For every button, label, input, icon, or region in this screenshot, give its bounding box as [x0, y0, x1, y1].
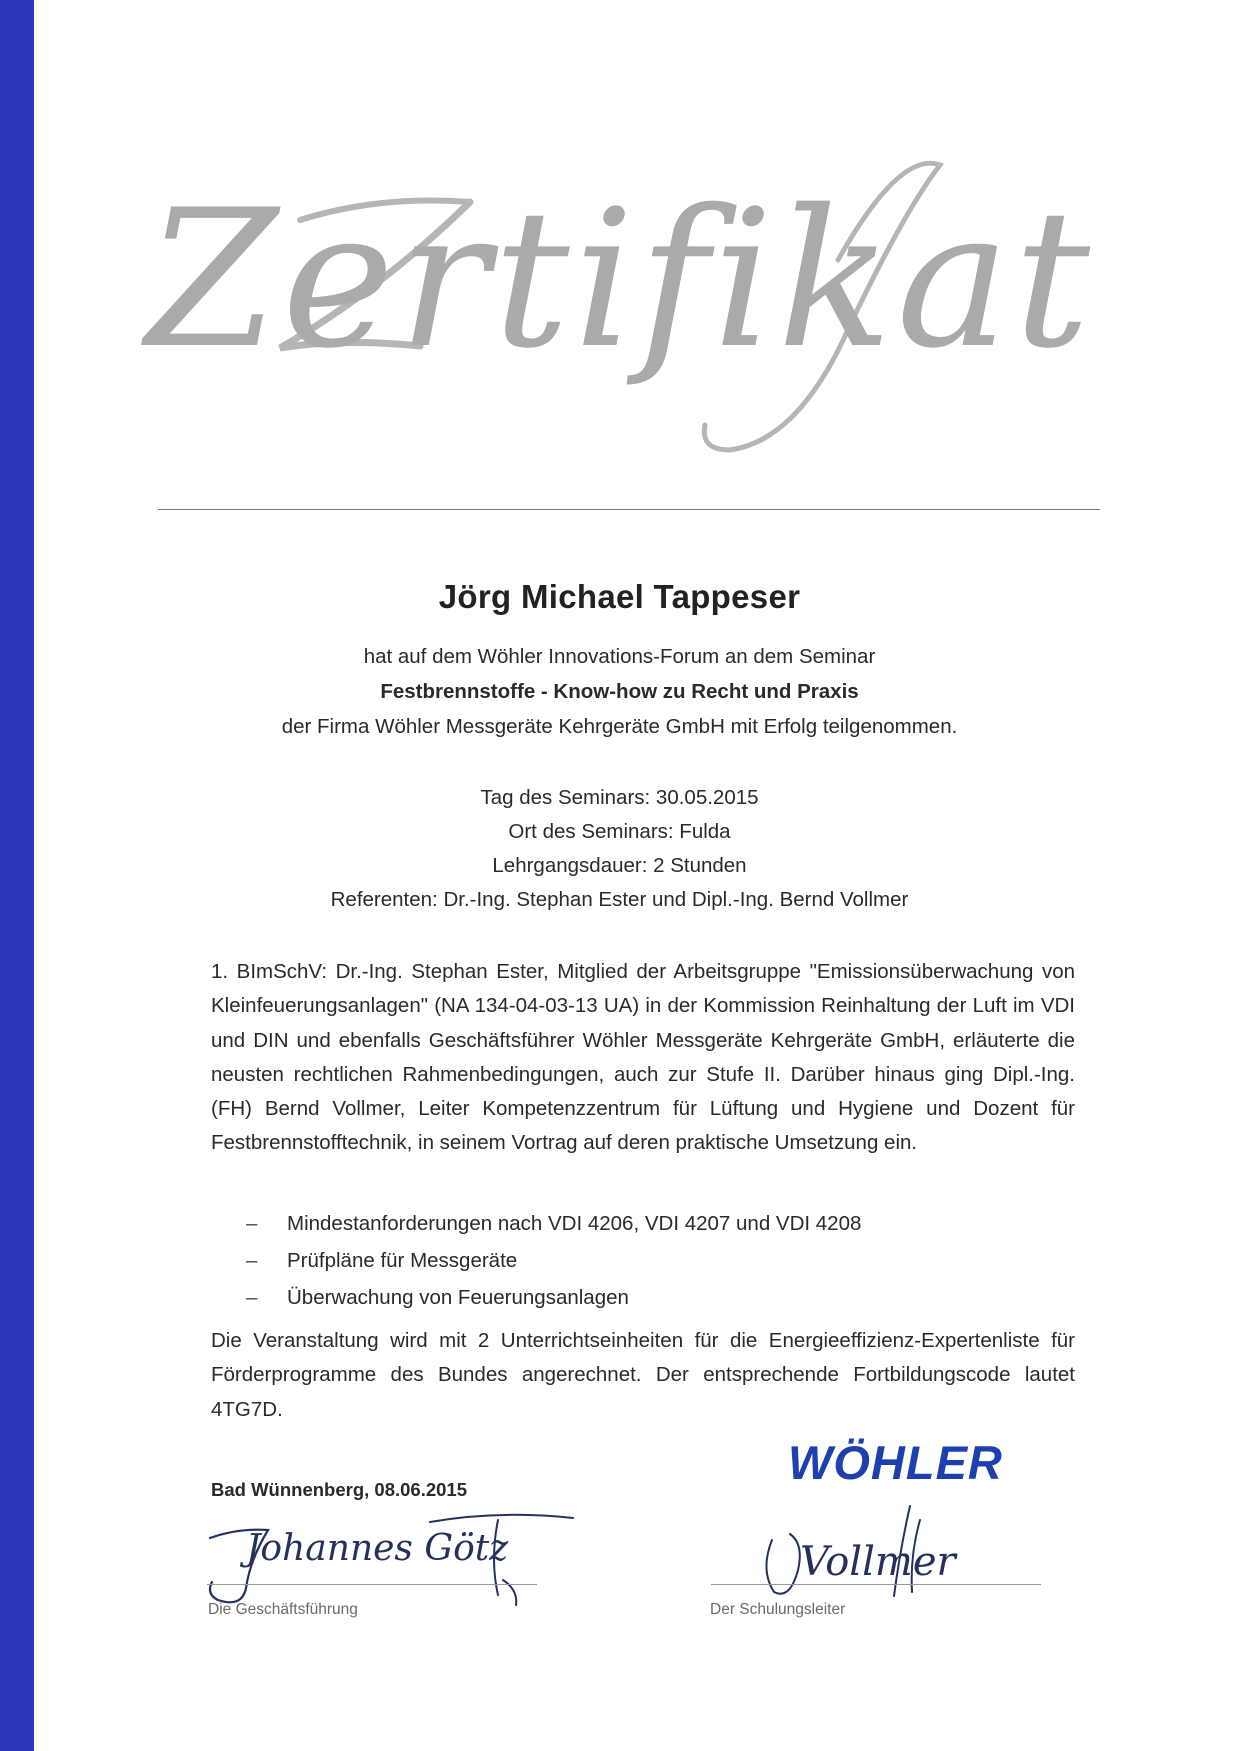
list-item — [246, 1205, 861, 1242]
closing-paragraph: Die Veranstaltung wird mit 2 Unterrichtseinheiten für die Energieeffizienz-Expertenliste für Förderprogramme des Bundes angerechnet. Der entsprechende Fortbildungscode lautet 4TG7D. — [211, 1329, 1075, 1421]
left-signature-text: Johannes Götz — [246, 1528, 509, 1569]
left-signature-line — [207, 1584, 537, 1585]
topics-list — [246, 1205, 861, 1316]
list-item — [246, 1279, 861, 1316]
bullet-dash: – — [246, 1212, 258, 1235]
title-text: Zertifikat — [145, 169, 1095, 390]
place-and-date: Bad Wünnenberg, 08.06.2015 — [211, 1479, 468, 1500]
woehler-logo: WÖHLER — [788, 1436, 1003, 1489]
right-signature-line — [711, 1584, 1041, 1585]
description-paragraph: 1. BImSchV: Dr.-Ing. Stephan Ester, Mitglied der Arbeitsgruppe "Emissionsüberwachung von Kleinfeuerungsanlagen" (NA 134-04-03-13 UA) in der Kommission Reinhaltung der Luft im VDI und DIN und ebenfalls Geschäftsführer Wöhler Messgeräte Kehrgeräte GmbH, erläuterte die neusten rechtlichen Rahmenbedingungen, auch zur Stufe II. Darüber hinaus ging Dipl.-Ing. (FH) Bernd Vollmer, Leiter Kompetenzzentrum für Lüftung und Hygiene und Dozent für Festbrennstofftechnik, in seinem Vortrag auf deren praktische Umsetzung ein. — [211, 960, 1075, 1155]
bullet-dash: – — [246, 1249, 258, 1272]
recipient-name: Jörg Michael Tappeser — [438, 578, 801, 615]
bullet-dash: – — [246, 1286, 258, 1309]
company-line: der Firma Wöhler Messgeräte Kehrgeräte GmbH mit Erfolg teilgenommen. — [281, 715, 958, 738]
seminar-speakers: Referenten: Dr.-Ing. Stephan Ester und Dipl.-Ing. Bernd Vollmer — [330, 888, 909, 911]
title-script-graphic — [0, 150, 1239, 490]
seminar-duration: Lehrgangsdauer: 2 Stunden — [492, 854, 747, 877]
seminar-place: Ort des Seminars: Fulda — [508, 820, 731, 843]
right-signature — [760, 1500, 1010, 1600]
left-signature-graphic — [198, 1500, 578, 1610]
seminar-title: Festbrennstoffe - Know-how zu Recht und Praxis — [380, 680, 859, 703]
right-signature-caption: Der Schulungsleiter — [710, 1601, 846, 1618]
topic-text: Überwachung von Feuerungsanlagen — [287, 1286, 629, 1309]
left-signature-caption: Die Geschäftsführung — [208, 1601, 358, 1618]
left-signature — [198, 1500, 578, 1610]
topic-text: Mindestanforderungen nach VDI 4206, VDI 4207 und VDI 4208 — [287, 1212, 862, 1235]
title-divider — [158, 509, 1100, 510]
seminar-date: Tag des Seminars: 30.05.2015 — [480, 786, 759, 809]
certificate-title — [0, 150, 1239, 490]
list-item — [246, 1242, 861, 1279]
topic-text: Prüfpläne für Messgeräte — [287, 1249, 518, 1272]
intro-line: hat auf dem Wöhler Innovations-Forum an dem Seminar — [363, 645, 876, 668]
right-signature-text: Vollmer — [800, 1539, 956, 1585]
right-signature-graphic — [760, 1500, 1010, 1600]
